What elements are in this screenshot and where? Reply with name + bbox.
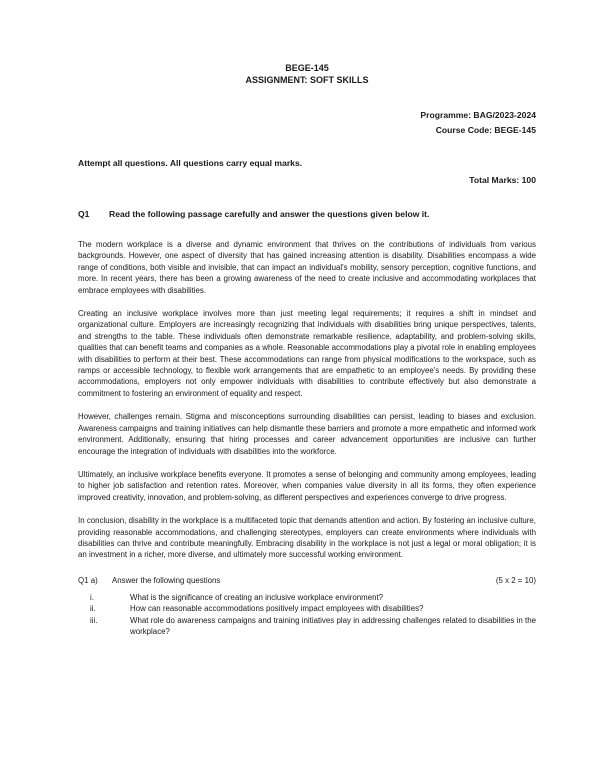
- subquestion-item: [78, 603, 536, 614]
- subquestion-list: [78, 592, 536, 638]
- question-1a-heading: [78, 575, 536, 586]
- subquestion-item: [78, 615, 536, 638]
- subquestion-text: How can reasonable accommodations positively impact employees with disabilities?: [130, 604, 424, 614]
- question-number: Q1: [78, 209, 90, 219]
- assignment-title: ASSIGNMENT: SOFT SKILLS: [245, 75, 369, 85]
- question-prompt: Answer the following questions: [112, 575, 221, 585]
- subquestion-number: ii.: [90, 604, 96, 614]
- question-prompt: Read the following passage carefully and answer the questions given below it.: [109, 209, 430, 219]
- question-1-heading: [78, 208, 536, 220]
- passage-paragraph: In conclusion, disability in the workplace is a multifaceted topic that demands attention and action. By fostering an inclusive culture, providing reasonable accommodations, and challenging stereotypes, employers can create environments where individuals with disabilities can thrive and contribute meaningfully. Embracing disability in the workplace is not just a legal or moral obligation; it is an investment in a richer, more diverse, and ultimately more successful working environment.: [78, 516, 536, 560]
- passage-paragraph: However, challenges remain. Stigma and misconceptions surrounding disabilities can persist, leading to biases and exclusion. Awareness campaigns and training initiatives can help dismantle these barriers and promote a more empathetic and informed work environment. Additionally, ensuring that hiring processes and career advancement opportunities are inclusive can further encourage the integration of individuals with disabilities into the workforce.: [78, 412, 536, 456]
- subquestion-item: [78, 592, 536, 603]
- instructions: Attempt all questions. All questions carry equal marks.: [78, 158, 303, 168]
- passage-paragraph: Creating an inclusive workplace involves more than just meeting legal requirements; it requires a shift in mindset and organizational culture. Employers are increasingly recognizing that individuals with disabilities bring unique perspectives, talents, and strengths to the table. These individuals often demonstrate remarkable resilience, adaptability, and problem-solving skills, qualities that can benefit teams and companies as a whole. Reasonable accommodations play a pivotal role in enabling employees with disabilities to perform at their best. These accommodations can range from physical modifications to the workspace, such as ramps or accessible technology, to flexible work arrangements that are empathetic to an employee's needs. By providing these accommodations, employers not only empower individuals with disabilities to contribute effectively but also demonstrate a commitment to fostering an environment of equality and respect.: [78, 309, 536, 398]
- passage-paragraph: Ultimately, an inclusive workplace benefits everyone. It promotes a sense of belonging and community among employees, leading to higher job satisfaction and retention rates. Moreover, when companies value diversity in all its forms, they often experience improved creativity, innovation, and problem-solving, as different perspectives and experiences converge to drive progress.: [78, 469, 536, 502]
- subquestion-text: What role do awareness campaigns and training initiatives play in addressing challenges related to disabilities in the workplace?: [130, 615, 536, 636]
- programme-label: Programme: BAG/2023-2024: [420, 110, 536, 120]
- subquestion-number: i.: [90, 592, 94, 602]
- subquestion-text: What is the significance of creating an inclusive workplace environment?: [130, 592, 384, 602]
- total-marks: Total Marks: 100: [469, 175, 536, 185]
- subquestion-number: iii.: [90, 615, 98, 625]
- course-title: BEGE-145: [285, 63, 329, 73]
- passage-paragraph: The modern workplace is a diverse and dynamic environment that thrives on the contributions of individuals from various backgrounds. However, one aspect of diversity that has gained increasing attention is disability. Disabilities encompass a wide range of conditions, both visible and invisible, that can impact an individual's mobility, sensory perception, cognitive functions, and more. In recent years, there has been a growing awareness of the need to create inclusive and accommodating workplaces that embrace employees with disabilities.: [78, 240, 536, 295]
- question-number: Q1 a): [78, 575, 98, 585]
- marks-allocation: (5 x 2 = 10): [495, 575, 536, 585]
- course-code-label: Course Code: BEGE-145: [435, 125, 536, 135]
